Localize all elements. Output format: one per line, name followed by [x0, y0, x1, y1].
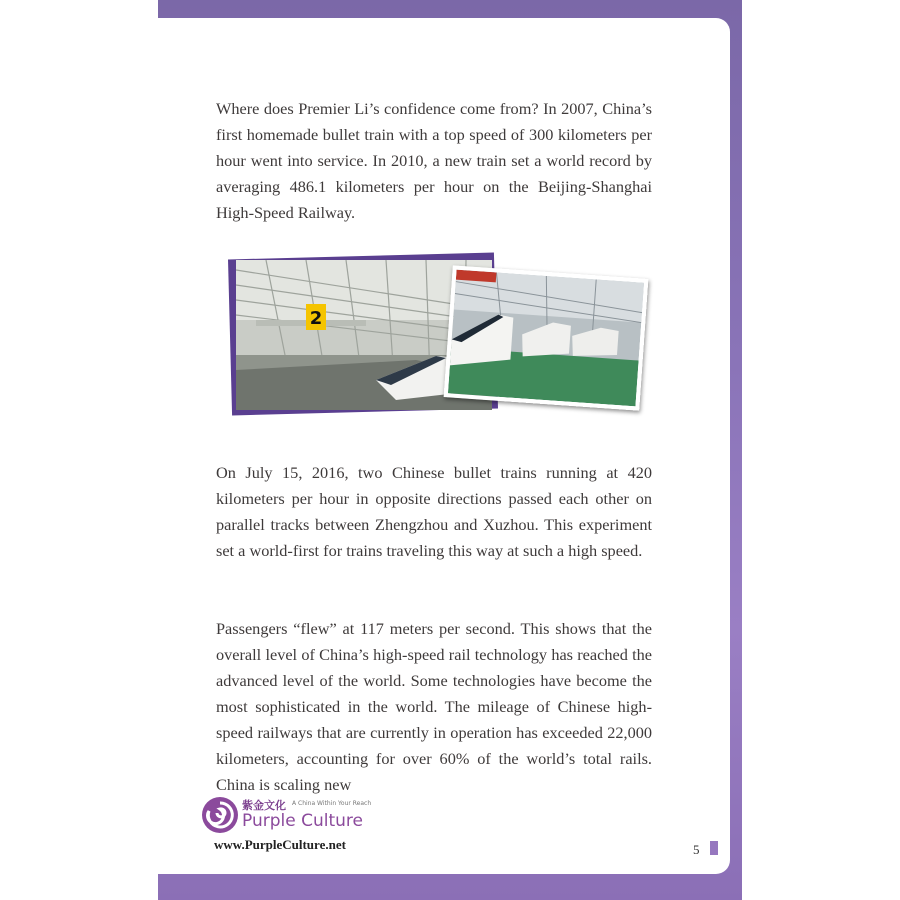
paragraph-3: Passengers “flew” at 117 meters per second. This shows that the overall level of China’s high-speed rail technology has reached the advanced level of the world. Some technologies have become the most sophisticated in the world. The mileage of Chinese high-speed railways that are currently in operation has exceeded 22,000 kilometers, accounting for over 60% of the world’s total rails. China is scaling new	[216, 619, 652, 794]
logo-url-link[interactable]: www.PurpleCulture.net	[214, 837, 346, 852]
logo-chinese-text: 紫金文化	[242, 799, 286, 812]
logo-name: Purple Culture	[242, 811, 363, 831]
purple-culture-logo[interactable]	[200, 795, 390, 865]
book-page	[158, 18, 730, 874]
train-factory-photo	[444, 265, 649, 410]
page-tab-marker	[710, 841, 718, 855]
logo-tagline: A China Within Your Reach	[292, 800, 372, 807]
paragraph-2: On July 15, 2016, two Chinese bullet trains running at 420 kilometers per hour in opposite directions passed each other on parallel tracks between Zhengzhou and Xuzhou. This experiment set a world-first for trains traveling this way at such a high speed.	[216, 463, 652, 560]
photo-collage	[230, 256, 650, 416]
spiral-flower-icon	[200, 795, 240, 835]
depot-sign-number: 2	[309, 308, 323, 329]
page-number: 5	[693, 842, 700, 857]
paragraph-1: Where does Premier Li’s confidence come from? In 2007, China’s first homemade bullet train with a top speed of 300 kilometers per hour went into service. In 2010, a new train set a world record by averaging 486.1 kilometers per hour on the Beijing-Shanghai High-Speed Railway.	[216, 99, 652, 222]
